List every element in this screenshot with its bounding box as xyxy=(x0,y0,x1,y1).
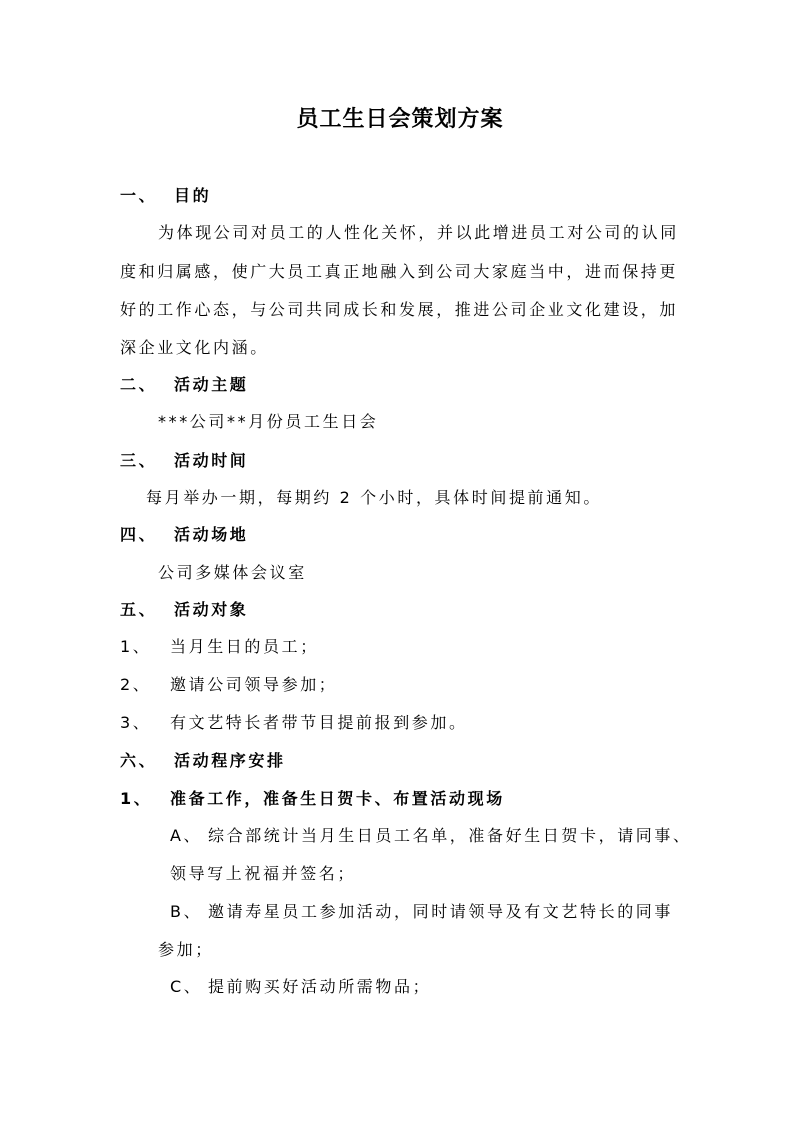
section-number: 三、 xyxy=(120,451,158,470)
section-heading xyxy=(120,525,248,545)
list-item xyxy=(120,637,319,657)
section-heading xyxy=(120,751,286,771)
section-number: 一、 xyxy=(120,186,158,205)
list-item-text: 当月生日的员工； xyxy=(170,637,319,656)
section-title: 目的 xyxy=(174,186,212,205)
section-number: 四、 xyxy=(120,525,158,544)
sub-item xyxy=(170,902,673,922)
section-title: 活动主题 xyxy=(174,375,249,394)
subsection-title: 准备工作，准备生日贺卡、布置活动现场 xyxy=(170,789,505,808)
paragraph-line: 好的工作心态，与公司共同成长和发展，推进公司企业文化建设，加 xyxy=(120,300,679,319)
list-item xyxy=(120,675,337,695)
section-number: 五、 xyxy=(120,600,158,619)
sub-item xyxy=(170,826,692,846)
sub-item-text: 邀请寿星员工参加活动，同时请领导及有文艺特长的同事 xyxy=(208,902,674,921)
section-title: 活动时间 xyxy=(174,451,249,470)
section-heading xyxy=(120,375,248,395)
paragraph-line: 深企业文化内涵。 xyxy=(120,338,269,357)
list-item-number: 1、 xyxy=(120,637,152,656)
subsection-heading xyxy=(120,789,505,809)
list-item xyxy=(120,713,468,733)
section-heading xyxy=(120,600,248,620)
sub-item xyxy=(170,977,431,997)
paragraph-line: 度和归属感，使广大员工真正地融入到公司大家庭当中，进而保持更 xyxy=(120,262,679,281)
subsection-number: 1、 xyxy=(120,789,153,808)
section-title: 活动对象 xyxy=(174,600,249,619)
list-item-text: 邀请公司领导参加； xyxy=(170,675,338,694)
section-number: 二、 xyxy=(120,375,158,394)
section-title: 活动场地 xyxy=(174,525,249,544)
section-title: 活动程序安排 xyxy=(174,751,286,770)
sub-item-letter: A、 xyxy=(170,826,203,845)
sub-item-continuation: 参加； xyxy=(158,940,214,959)
section-number: 六、 xyxy=(120,751,158,770)
paragraph-line: 为体现公司对员工的人性化关怀，并以此增进员工对公司的认同 xyxy=(158,223,679,242)
sub-item-letter: B、 xyxy=(170,902,203,921)
sub-item-continuation: 领导写上祝福并签名； xyxy=(170,864,357,883)
list-item-number: 3、 xyxy=(120,713,152,732)
section-heading xyxy=(120,186,211,206)
list-item-text: 有文艺特长者带节目提前报到参加。 xyxy=(170,713,468,732)
sub-item-letter: C、 xyxy=(170,977,203,996)
sub-item-text: 综合部统计当月生日员工名单，准备好生日贺卡，请同事、 xyxy=(208,826,692,845)
document-title: 员工生日会策划方案 xyxy=(296,107,504,132)
list-item-number: 2、 xyxy=(120,675,152,694)
paragraph-line: 每月举办一期，每期约 2 个小时，具体时间提前通知。 xyxy=(146,488,602,507)
section-heading xyxy=(120,451,248,471)
paragraph-line: ***公司**月份员工生日会 xyxy=(158,412,379,431)
sub-item-text: 提前购买好活动所需物品； xyxy=(208,977,432,996)
paragraph-line: 公司多媒体会议室 xyxy=(158,563,307,582)
